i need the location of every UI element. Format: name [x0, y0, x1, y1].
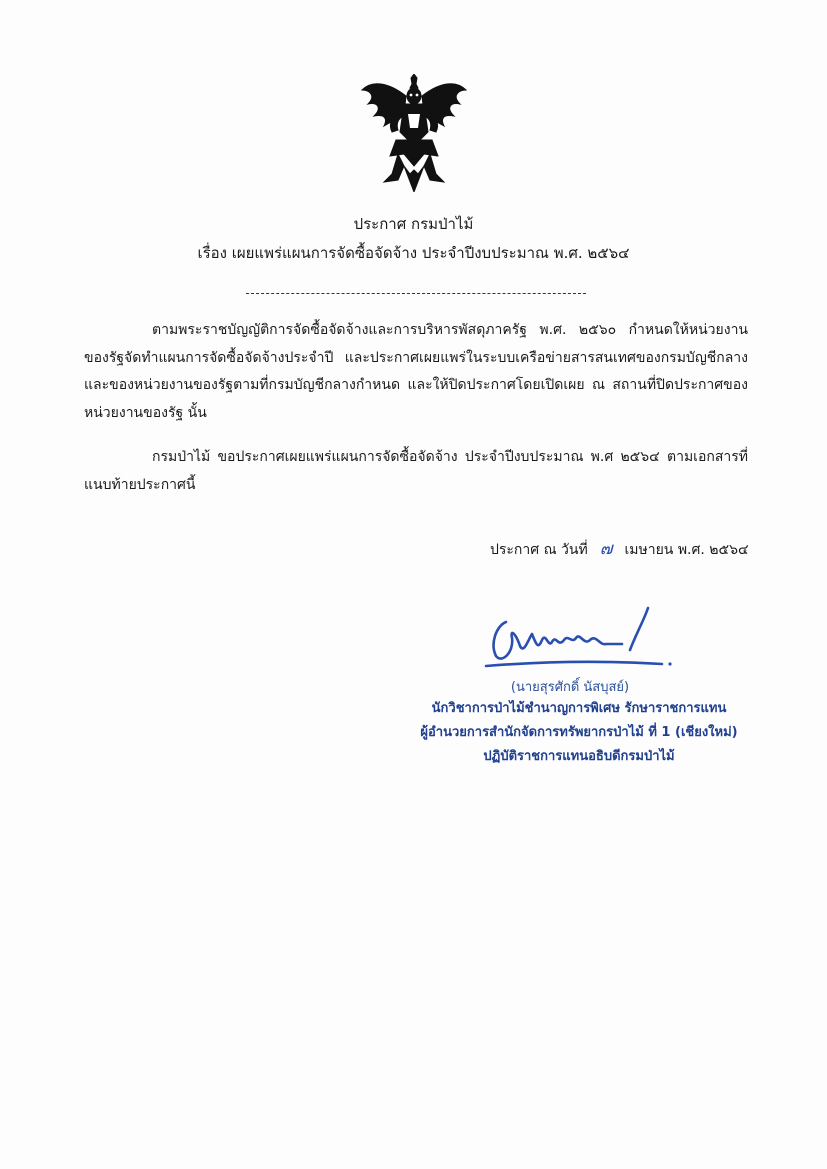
- announcement-title: ประกาศ กรมป่าไม้: [353, 215, 474, 233]
- garuda-emblem-icon: [358, 74, 470, 192]
- handwritten-signature: [476, 604, 676, 682]
- separator-line: [246, 293, 586, 294]
- date-prefix: ประกาศ ณ วันที่: [490, 542, 588, 558]
- body-paragraph-2-text: กรมป่าไม้ ขอประกาศเผยแพร่แผนการจัดซื้อจัดจ้าง ประจำปีงบประมาณ พ.ศ ๒๕๖๔ ตามเอกสารที่แนบท้ายประกาศนี้: [84, 449, 748, 493]
- signer-name: (นายสุรศักดิ์ นัสบุสย์): [510, 680, 630, 695]
- body-paragraph-1-text: ตามพระราชบัญญัติการจัดซื้อจัดจ้างและการบริหารพัสดุภาครัฐ พ.ศ. ๒๕๖๐ กำหนดให้หน่วยงานของรัฐจัดทำแผนการจัดซื้อจัดจ้างประจำปี และประกาศเผยแพร่ในระบบเครือข่ายสารสนเทศของกรมบัญชีกลางและของหน่วยงานของรัฐตามที่กรมบัญชีกลางกำหนด และให้ปิดประกาศโดยเปิดเผย ณ สถานที่ปิดประกาศของหน่วยงานของรัฐ นั้น: [84, 322, 748, 421]
- date-day-handwritten: ๗: [599, 539, 613, 559]
- signer-position-2: ผู้อำนวยการสำนักจัดการทรัพยากรป่าไม้ ที่ 1 (เชียงใหม่): [420, 725, 738, 740]
- date-month-year: เมษายน พ.ศ. ๒๕๖๔: [624, 542, 749, 558]
- announcement-subject: เรื่อง เผยแพร่แผนการจัดซื้อจัดจ้าง ประจำปีงบประมาณ พ.ศ. ๒๕๖๔: [197, 244, 630, 262]
- body-paragraph-1: [84, 317, 748, 427]
- body-paragraph-2: [84, 444, 748, 499]
- announcement-date: [490, 538, 749, 561]
- signer-position-3: ปฏิบัติราชการแทนอธิบดีกรมป่าไม้: [483, 749, 675, 764]
- signer-position-1: นักวิชาการป่าไม้ชำนาญการพิเศษ รักษาราชการแทน: [431, 701, 727, 716]
